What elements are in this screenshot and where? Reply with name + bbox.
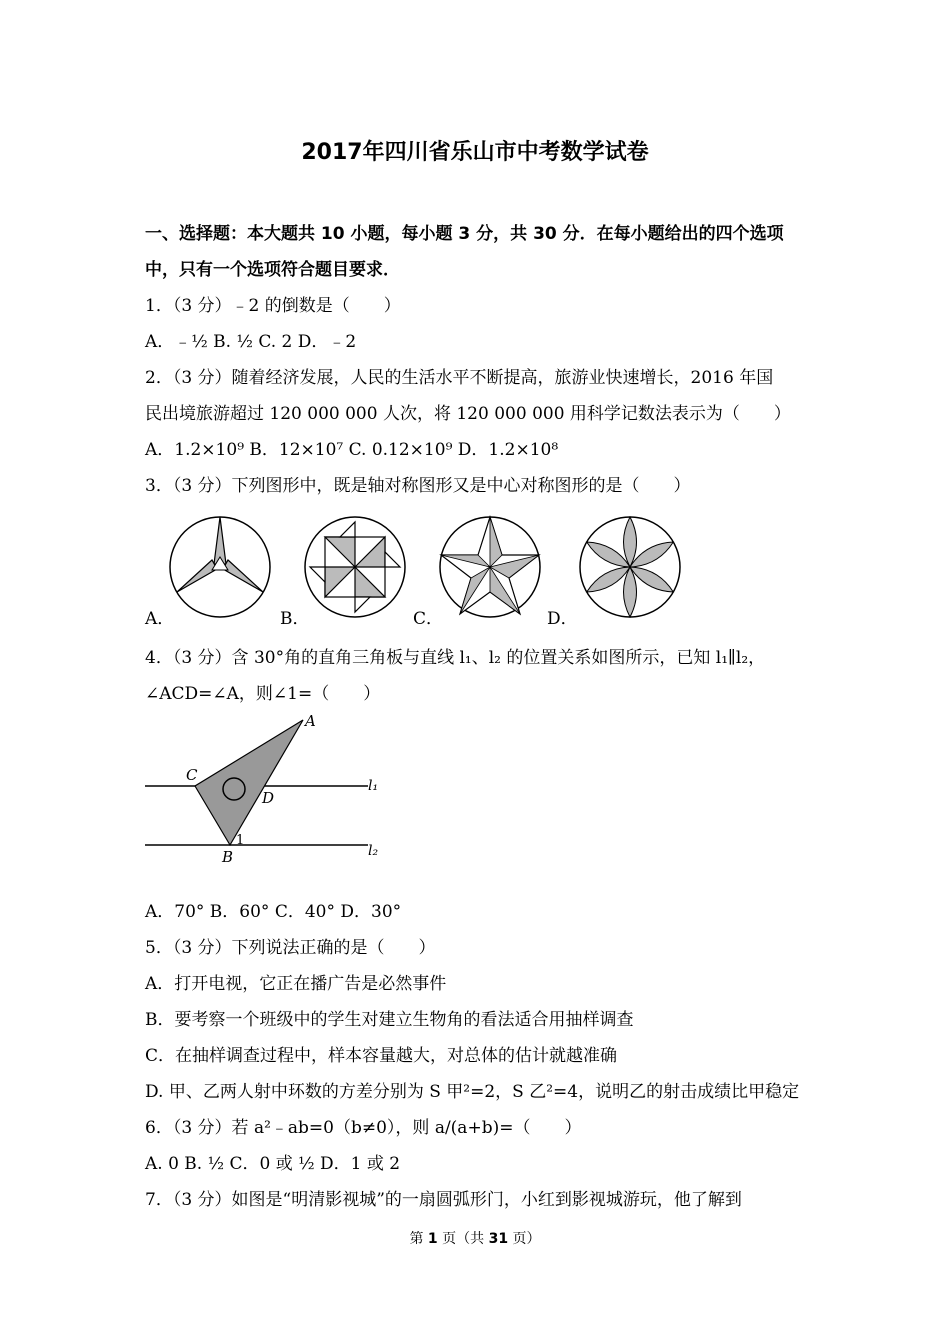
q5-stem: 5．（3 分）下列说法正确的是（ ） xyxy=(145,938,436,958)
q3-label-b: B． xyxy=(280,609,310,629)
q4-figure xyxy=(140,710,400,870)
q3-figure-c xyxy=(435,512,545,622)
label-b: B xyxy=(222,848,234,866)
label-l2: l₂ xyxy=(368,843,379,859)
q3-label-d: D． xyxy=(547,609,578,629)
q4-line2: ∠ACD=∠A，则∠1=（ ） xyxy=(145,684,381,704)
q2-options: A．1.2×10⁹ B．12×10⁷ C. 0.12×10⁹ D．1.2×10⁸ xyxy=(145,440,559,460)
label-a: A xyxy=(305,712,316,730)
q1-stem: 1．（3 分）﹣2 的倒数是（ ） xyxy=(145,296,401,316)
q3-figure-b xyxy=(300,512,410,622)
q5-option-a: A．打开电视，它正在播广告是必然事件 xyxy=(145,974,447,994)
footer-prefix: 第 xyxy=(409,1231,428,1247)
footer-total-pages: 31 xyxy=(488,1231,509,1247)
page-footer xyxy=(0,1228,950,1248)
page-title: 2017年四川省乐山市中考数学试卷 xyxy=(301,140,649,165)
q6-options: A. 0 B. ½ C．0 或 ½ D．1 或 2 xyxy=(145,1154,401,1174)
triangle xyxy=(195,720,303,845)
label-1: 1 xyxy=(236,833,245,848)
q2-line2: 民出境旅游超过 120 000 000 人次，将 120 000 000 用科学记数法表示为（ ） xyxy=(145,404,791,424)
q4-line1: 4．（3 分）含 30°角的直角三角板与直线 l₁、l₂ 的位置关系如图所示，已知 l₁∥l₂， xyxy=(145,648,766,668)
q5-option-d: D. 甲、乙两人射中环数的方差分别为 S 甲²=2，S 乙²=4，说明乙的射击成绩比甲稳定 xyxy=(145,1082,800,1102)
footer-middle: 页（共 xyxy=(437,1231,489,1247)
q1-options: A．﹣½ B. ½ C. 2 D．﹣2 xyxy=(145,332,357,352)
q4-options: A．70° B．60° C．40° D．30° xyxy=(145,902,402,922)
q3-figure-a xyxy=(165,512,275,622)
section-heading-line2: 中，只有一个选项符合题目要求． xyxy=(145,260,400,280)
section-heading-line1: 一、选择题：本大题共 10 小题，每小题 3 分，共 30 分．在每小题给出的四个选项 xyxy=(145,224,784,244)
q2-line1: 2．（3 分）随着经济发展，人民的生活水平不断提高，旅游业快速增长，2016 年国 xyxy=(145,368,774,388)
q3-label-c: C． xyxy=(413,609,444,629)
label-d: D xyxy=(262,789,275,807)
q7-line1: 7．（3 分）如图是“明清影视城”的一扇圆弧形门，小红到影视城游玩，他了解到 xyxy=(145,1190,742,1210)
q6-stem: 6．（3 分）若 a²﹣ab=0（b≠0），则 a/(a+b)=（ ） xyxy=(145,1118,582,1138)
label-l1: l₁ xyxy=(368,778,379,794)
q3-label-a: A． xyxy=(145,609,175,629)
q5-option-b: B．要考察一个班级中的学生对建立生物角的看法适合用抽样调查 xyxy=(145,1010,634,1030)
footer-page-number: 1 xyxy=(427,1231,438,1247)
footer-suffix: 页） xyxy=(508,1231,541,1247)
label-c: C xyxy=(186,766,198,784)
q3-stem: 3．（3 分）下列图形中，既是轴对称图形又是中心对称图形的是（ ） xyxy=(145,476,691,496)
q3-figure-d xyxy=(575,512,685,622)
q5-option-c: C．在抽样调查过程中，样本容量越大，对总体的估计就越准确 xyxy=(145,1046,618,1066)
